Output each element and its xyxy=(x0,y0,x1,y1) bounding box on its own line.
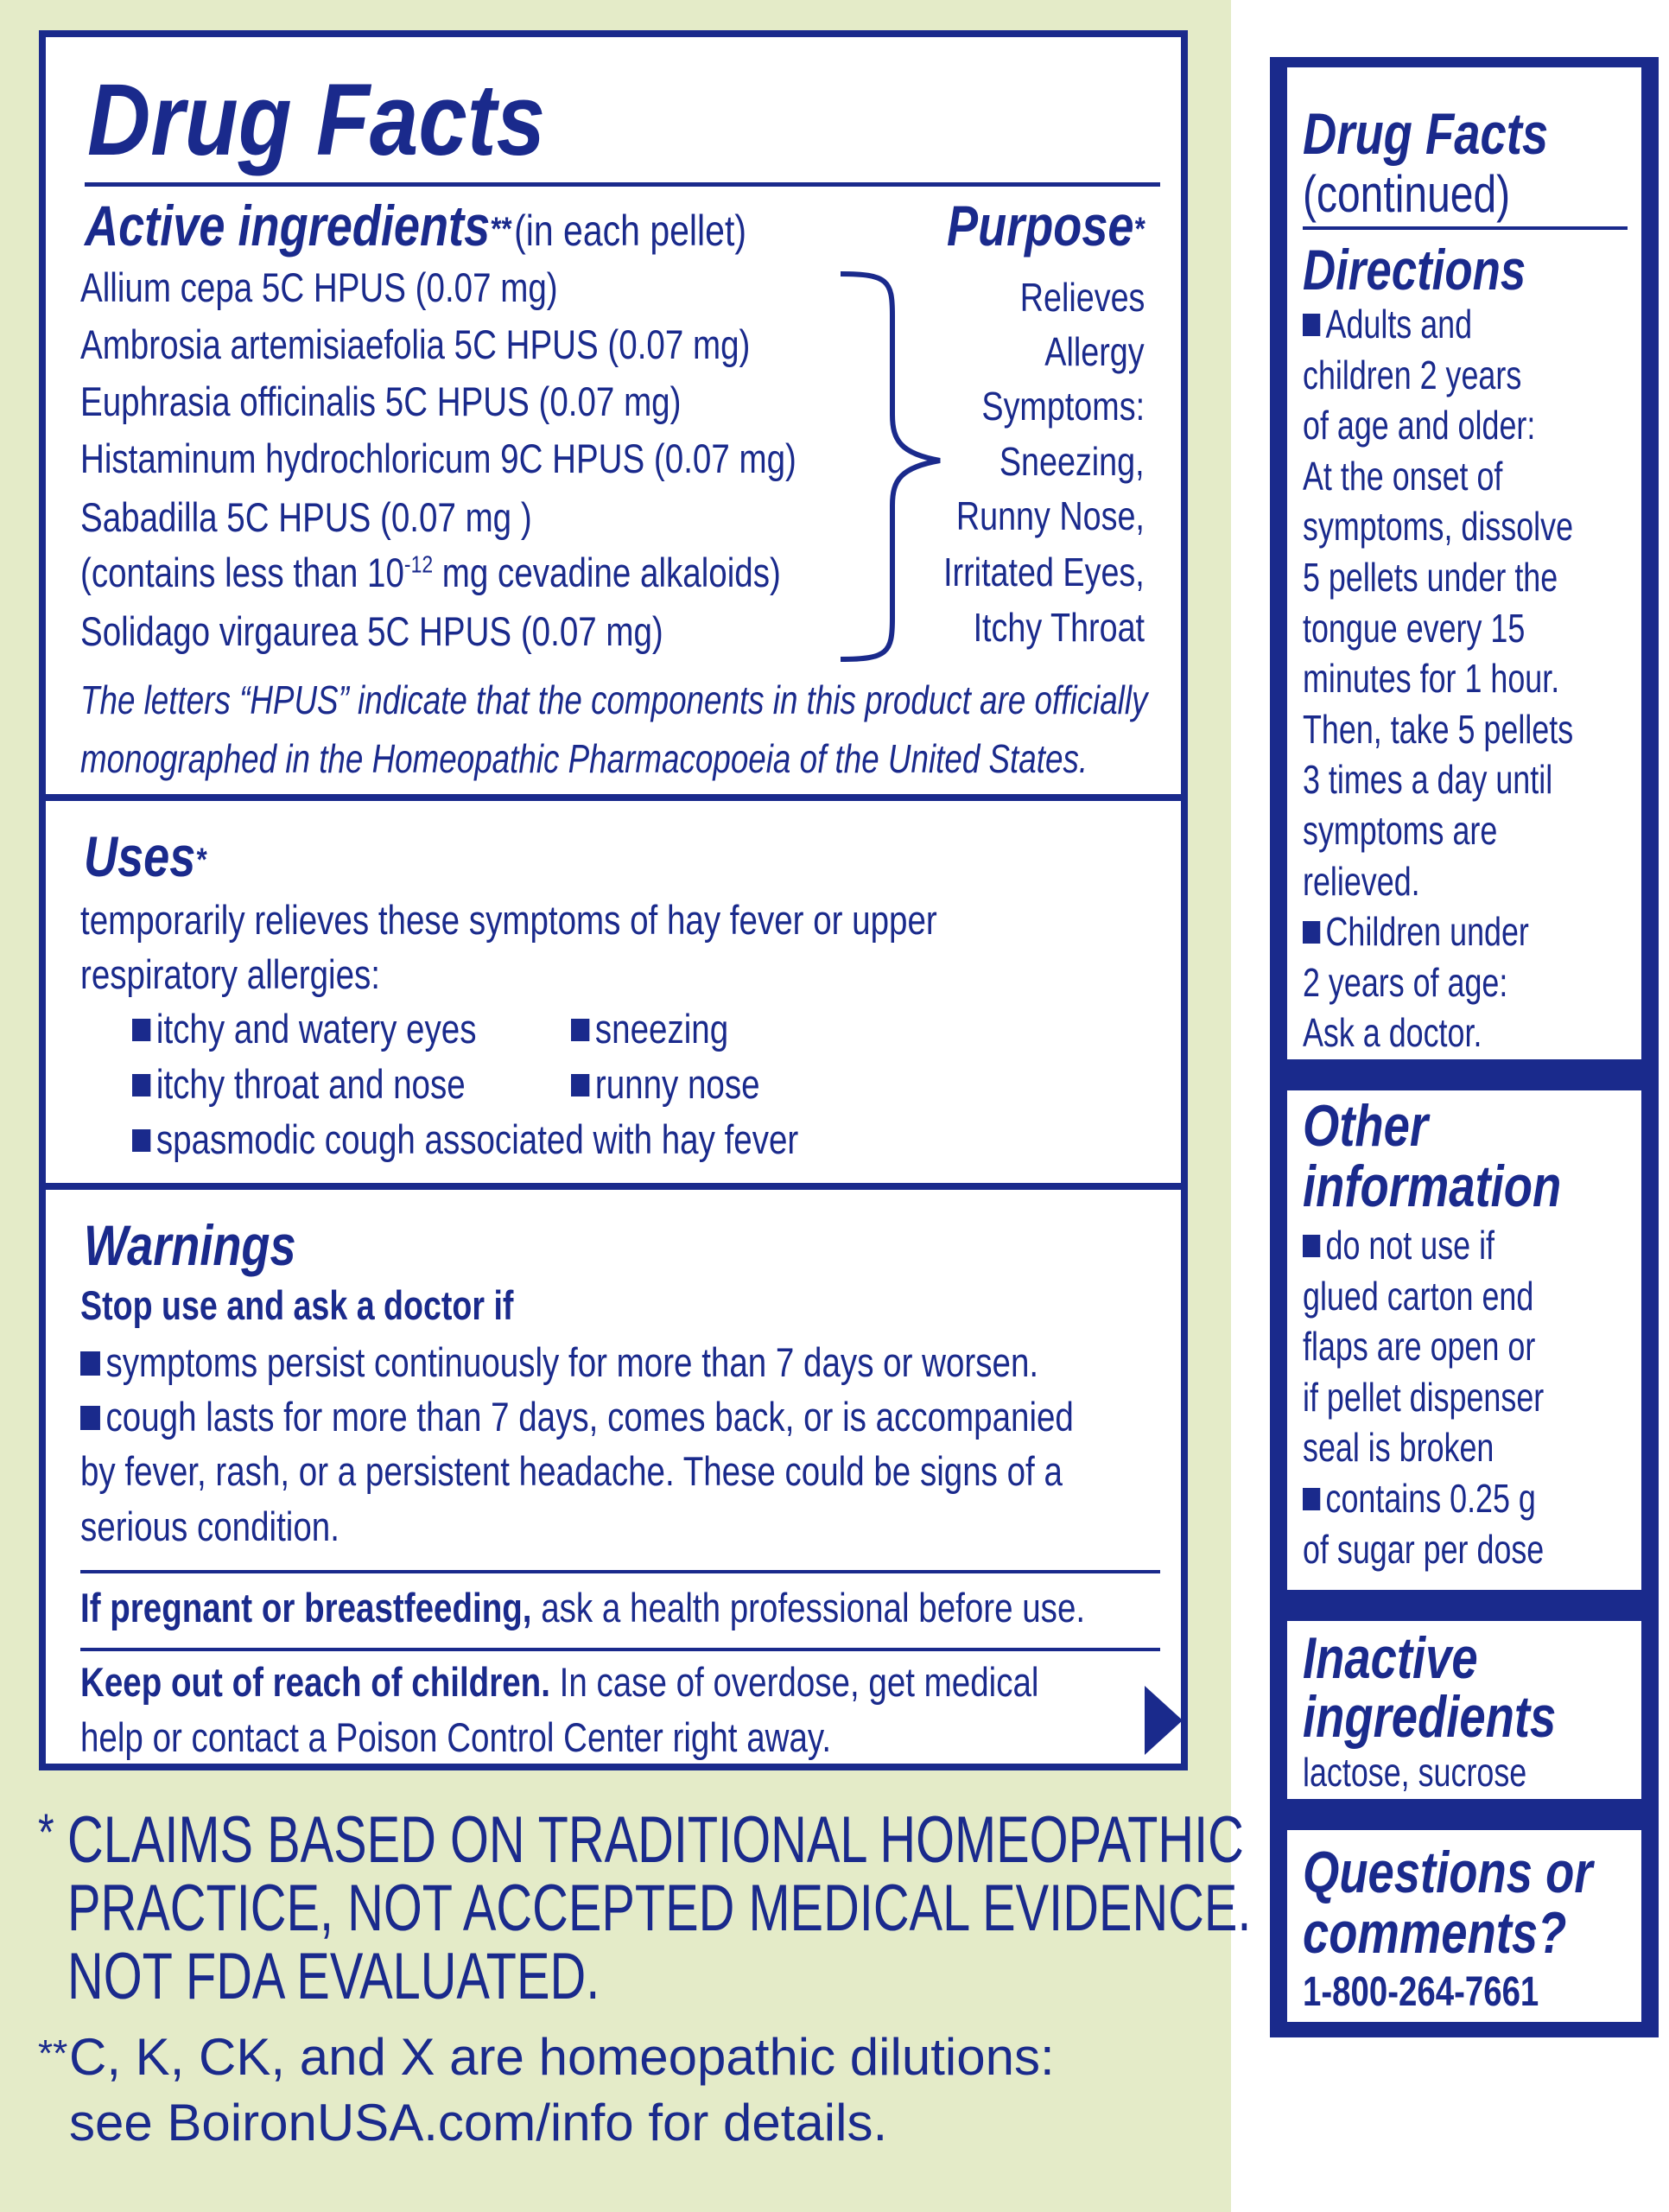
hpus-note: monographed in the Homeopathic Pharmacopoeia of the United States. xyxy=(80,736,1088,781)
directions-heading: Directions xyxy=(1303,238,1526,302)
warnings-panel xyxy=(39,1183,1188,1770)
directions-line: 5 pellets under the xyxy=(1303,554,1558,600)
drug-facts-title: Drug Facts xyxy=(87,63,546,177)
directions-line: 3 times a day until xyxy=(1303,757,1553,803)
directions-line: Children under xyxy=(1325,909,1529,955)
other-information-panel xyxy=(1287,1090,1641,1590)
other-information-heading: information xyxy=(1303,1154,1562,1219)
warning-bullet-cont: serious condition. xyxy=(80,1503,340,1549)
keep-out-text: In case of overdose, get medical xyxy=(549,1659,1039,1705)
pregnant-text: ask a health professional before use. xyxy=(531,1585,1086,1630)
active-ingredients-panel xyxy=(39,30,1188,801)
purpose-line: Allergy xyxy=(1044,329,1145,374)
uses-heading: Uses xyxy=(84,824,196,888)
active-ingredients-heading: Active ingredients xyxy=(85,194,491,257)
ingredient-item: Euphrasia officinalis 5C HPUS (0.07 mg) xyxy=(80,378,682,424)
bullet-icon xyxy=(132,1074,150,1096)
warning-bullet: cough lasts for more than 7 days, comes back, or is accompanied xyxy=(105,1394,1074,1440)
title-rule xyxy=(85,182,1160,187)
directions-panel xyxy=(1287,67,1641,1059)
purpose-line: Runny Nose, xyxy=(955,493,1145,538)
bullet-icon xyxy=(1303,314,1320,336)
other-info-line: do not use if xyxy=(1325,1223,1495,1268)
bullet-icon xyxy=(80,1351,100,1376)
questions-heading: comments? xyxy=(1303,1900,1567,1966)
purpose-line: Irritated Eyes, xyxy=(943,550,1145,594)
directions-line: minutes for 1 hour. xyxy=(1303,656,1560,702)
side-continued: (continued) xyxy=(1303,165,1511,223)
warnings-heading: Warnings xyxy=(84,1213,296,1277)
warning-rule xyxy=(80,1648,1160,1651)
ingredient-item: Sabadilla 5C HPUS (0.07 mg ) xyxy=(80,494,532,540)
ingredient-item: Solidago virgaurea 5C HPUS (0.07 mg) xyxy=(80,608,663,654)
side-drug-facts-title: Drug Facts xyxy=(1303,101,1549,167)
other-info-line: contains 0.25 g xyxy=(1325,1475,1536,1521)
purpose-line: Symptoms: xyxy=(981,384,1145,429)
stop-use-heading: Stop use and ask a doctor if xyxy=(80,1282,514,1328)
uses-item: runny nose xyxy=(594,1061,760,1107)
uses-panel xyxy=(39,794,1188,1190)
uses-intro: temporarily relieves these symptoms of hay fever or upper xyxy=(80,897,937,943)
claims-asterisk: * xyxy=(38,1803,54,1861)
directions-line: Adults and xyxy=(1325,302,1473,346)
questions-heading: Questions or xyxy=(1303,1840,1593,1905)
keep-out-text-cont: help or contact a Poison Control Center right away. xyxy=(80,1714,832,1760)
uses-item: itchy throat and nose xyxy=(155,1061,466,1107)
other-info-line: if pellet dispenser xyxy=(1303,1374,1545,1420)
bullet-icon xyxy=(1303,921,1320,944)
bullet-icon xyxy=(1303,1235,1320,1257)
directions-line: of age and older: xyxy=(1303,403,1536,448)
directions-line: relieved. xyxy=(1303,858,1420,904)
other-info-line: flaps are open or xyxy=(1303,1324,1536,1370)
uses-item: sneezing xyxy=(594,1006,729,1052)
other-info-line: glued carton end xyxy=(1303,1273,1534,1319)
pregnant-bold: If pregnant or breastfeeding, xyxy=(80,1585,532,1630)
purpose-line: Relieves xyxy=(1019,275,1145,320)
sabadilla-exponent: -12 xyxy=(403,550,434,578)
other-info-line: of sugar per dose xyxy=(1303,1526,1545,1572)
purpose-line: Sneezing, xyxy=(999,439,1145,484)
sabadilla-note-text: (contains less than 10 xyxy=(80,550,404,595)
side-column xyxy=(1270,57,1659,2037)
bullet-icon xyxy=(571,1074,589,1096)
active-ingredients-note: (in each pellet) xyxy=(514,207,747,255)
other-info-line: seal is broken xyxy=(1303,1425,1494,1471)
claims-line: NOT FDA EVALUATED. xyxy=(67,1940,600,2013)
bullet-icon xyxy=(80,1406,100,1430)
dilution-asterisks: ** xyxy=(38,2032,68,2075)
bullet-icon xyxy=(1303,1488,1320,1510)
continue-arrow-icon xyxy=(1145,1686,1184,1755)
claims-line: PRACTICE, NOT ACCEPTED MEDICAL EVIDENCE. xyxy=(67,1872,1252,1945)
directions-line: symptoms are xyxy=(1303,807,1498,853)
other-information-heading: Other xyxy=(1303,1093,1429,1159)
dilution-line: C, K, CK, and X are homeopathic dilutions: xyxy=(69,2028,1055,2086)
sabadilla-note-text-end: mg cevadine alkaloids) xyxy=(433,550,781,595)
directions-line: tongue every 15 xyxy=(1303,605,1526,651)
inactive-ingredients-heading: Inactive xyxy=(1303,1625,1478,1691)
inactive-ingredients-panel xyxy=(1287,1621,1641,1799)
keep-out-bold: Keep out of reach of children. xyxy=(80,1659,550,1705)
double-asterisk-mark: ** xyxy=(490,211,511,248)
side-title-rule xyxy=(1303,226,1628,230)
ingredient-item: Ambrosia artemisiaefolia 5C HPUS (0.07 mg) xyxy=(80,321,751,367)
directions-line: 2 years of age: xyxy=(1303,959,1508,1005)
inactive-ingredients-text: lactose, sucrose xyxy=(1303,1750,1527,1795)
directions-line: Ask a doctor. xyxy=(1303,1010,1482,1056)
questions-panel xyxy=(1287,1830,1641,2022)
ingredient-item: Allium cepa 5C HPUS (0.07 mg) xyxy=(80,264,558,310)
uses-item: spasmodic cough associated with hay fever xyxy=(155,1116,799,1162)
warning-rule xyxy=(80,1570,1160,1573)
ingredient-item: Histaminum hydrochloricum 9C HPUS (0.07 mg) xyxy=(80,435,796,481)
sabadilla-note xyxy=(80,549,781,596)
directions-line: children 2 years xyxy=(1303,352,1522,397)
asterisk-mark: * xyxy=(1133,211,1145,248)
directions-line: Then, take 5 pellets xyxy=(1303,706,1574,752)
purpose-heading: Purpose xyxy=(947,194,1134,257)
uses-intro: respiratory allergies: xyxy=(80,951,381,997)
bullet-icon xyxy=(132,1129,150,1152)
dilution-line: see BoironUSA.com/info for details. xyxy=(69,2094,888,2152)
purpose-line: Itchy Throat xyxy=(973,605,1145,650)
directions-line: symptoms, dissolve xyxy=(1303,504,1574,550)
bullet-icon xyxy=(132,1019,150,1041)
inactive-ingredients-heading: ingredients xyxy=(1303,1684,1557,1750)
uses-asterisk: * xyxy=(195,842,206,879)
hpus-note: The letters “HPUS” indicate that the components in this product are officially xyxy=(80,677,1148,722)
claims-line: CLAIMS BASED ON TRADITIONAL HOMEOPATHIC xyxy=(67,1803,1244,1877)
warning-bullet-cont: by fever, rash, or a persistent headache. These could be signs of a xyxy=(80,1448,1063,1494)
warning-bullet: symptoms persist continuously for more than 7 days or worsen. xyxy=(105,1339,1039,1385)
questions-phone: 1-800-264-7661 xyxy=(1303,1969,1539,2015)
bullet-icon xyxy=(571,1019,589,1041)
directions-line: At the onset of xyxy=(1303,453,1503,499)
uses-item: itchy and watery eyes xyxy=(155,1006,477,1052)
